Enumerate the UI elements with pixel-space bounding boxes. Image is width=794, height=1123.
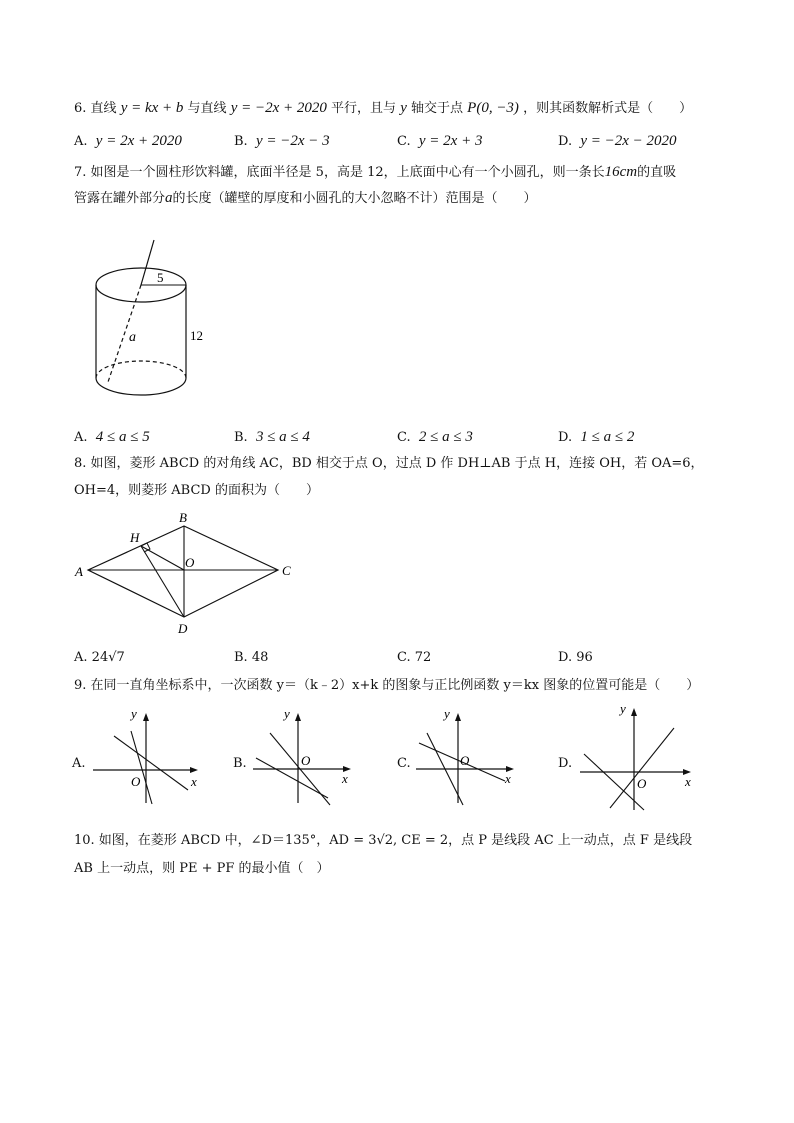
svg-text:x: x bbox=[505, 771, 511, 786]
q7-option-a[interactable]: A. 4 ≤ a ≤ 5 bbox=[74, 429, 150, 445]
q6-option-a[interactable]: A. y = 2x + 2020 bbox=[74, 133, 182, 149]
q10-stem-line2: AB 上一动点，则 PE + PF 的最小值（ ） bbox=[74, 861, 330, 876]
q9-option-a-graph[interactable] bbox=[90, 703, 215, 808]
straw-inside bbox=[108, 285, 141, 382]
q9-option-c-label[interactable]: C. bbox=[397, 756, 411, 771]
q8-option-a[interactable]: A. 24√7 bbox=[74, 650, 125, 665]
q8-option-c[interactable]: C. 72 bbox=[397, 650, 432, 665]
q8-stem-line2: OH=4，则菱形 ABCD 的面积为（ ） bbox=[74, 483, 319, 498]
label-O: O bbox=[185, 555, 195, 570]
straw-outside bbox=[141, 240, 154, 285]
svg-text:x: x bbox=[685, 774, 691, 789]
q9-option-d-graph[interactable] bbox=[572, 698, 702, 818]
label-height: 12 bbox=[190, 328, 203, 343]
rhombus-outline bbox=[88, 526, 278, 617]
svg-text:y: y bbox=[284, 706, 290, 721]
q8-stem-line1: 8. 如图，菱形 ABCD 的对角线 AC，BD 相交于点 O，过点 D 作 DH⊥AB 于点 H，连接 OH，若 OA=6， bbox=[74, 456, 704, 471]
q6-option-d[interactable]: D. y = −2x − 2020 bbox=[558, 133, 677, 149]
cylinder-bottom-back bbox=[96, 361, 186, 378]
segment-oh bbox=[141, 546, 184, 570]
q8-option-d[interactable]: D. 96 bbox=[558, 650, 593, 665]
label-radius: 5 bbox=[157, 270, 164, 285]
q6-point: P(0, −3) bbox=[467, 100, 519, 116]
cylinder-bottom-front bbox=[96, 378, 186, 395]
q9-option-a-label[interactable]: A. bbox=[72, 756, 86, 771]
svg-text:O: O bbox=[637, 776, 647, 791]
q10-stem-line1: 10. 如图，在菱形 ABCD 中，∠D＝135°，AD = 3√2, CE = 2，点 P 是线段 AC 上一动点，点 F 是线段 bbox=[74, 833, 693, 848]
label-C: C bbox=[282, 563, 291, 578]
svg-text:O: O bbox=[301, 753, 311, 768]
svg-text:O: O bbox=[460, 753, 470, 768]
q8-rhombus-figure bbox=[70, 505, 310, 640]
q8-option-b[interactable]: B. 48 bbox=[234, 650, 269, 665]
q6-expr2: y = −2x + 2020 bbox=[230, 100, 327, 116]
svg-text:O: O bbox=[131, 774, 141, 789]
svg-text:y: y bbox=[620, 701, 626, 716]
q7-cylinder-figure bbox=[80, 230, 230, 405]
q9-option-c-graph[interactable] bbox=[413, 703, 528, 808]
q7-option-c[interactable]: C. 2 ≤ a ≤ 3 bbox=[397, 429, 473, 445]
q6-option-b[interactable]: B. y = −2x − 3 bbox=[234, 133, 330, 149]
q6-stem: 6. 直线 y = kx + b 与直线 y = −2x + 2020 平行，且与 y 轴交于点 P(0, −3) ，则其函数解析式是（ ） bbox=[74, 100, 693, 116]
svg-text:x: x bbox=[191, 774, 197, 789]
q7-option-d[interactable]: D. 1 ≤ a ≤ 2 bbox=[558, 429, 635, 445]
q7-stem-line1: 7. 如图是一个圆柱形饮料罐，底面半径是 5，高是 12，上底面中心有一个小圆孔，则一条长16cm的直吸 bbox=[74, 164, 677, 180]
q9-stem: 9. 在同一直角坐标系中，一次函数 y＝（k﹣2）x+k 的图象与正比例函数 y＝kx 图象的位置可能是（ ） bbox=[74, 678, 700, 693]
q6-option-c[interactable]: C. y = 2x + 3 bbox=[397, 133, 483, 149]
label-D: D bbox=[178, 621, 188, 636]
q6-expr1: y = kx + b bbox=[120, 100, 184, 116]
label-H: H bbox=[130, 530, 140, 545]
q7-stem-line2: 管露在罐外部分a的长度（罐壁的厚度和小圆孔的大小忽略不计）范围是（ ） bbox=[74, 190, 537, 206]
q9-option-b-graph[interactable] bbox=[250, 703, 365, 808]
label-A: A bbox=[75, 564, 83, 579]
label-B: B bbox=[179, 510, 187, 525]
svg-text:x: x bbox=[342, 771, 348, 786]
label-a: a bbox=[129, 330, 136, 345]
q7-option-b[interactable]: B. 3 ≤ a ≤ 4 bbox=[234, 429, 310, 445]
q9-option-d-label[interactable]: D. bbox=[558, 756, 573, 771]
svg-text:y: y bbox=[444, 706, 450, 721]
svg-text:y: y bbox=[131, 706, 137, 721]
q9-option-b-label[interactable]: B. bbox=[233, 756, 247, 771]
